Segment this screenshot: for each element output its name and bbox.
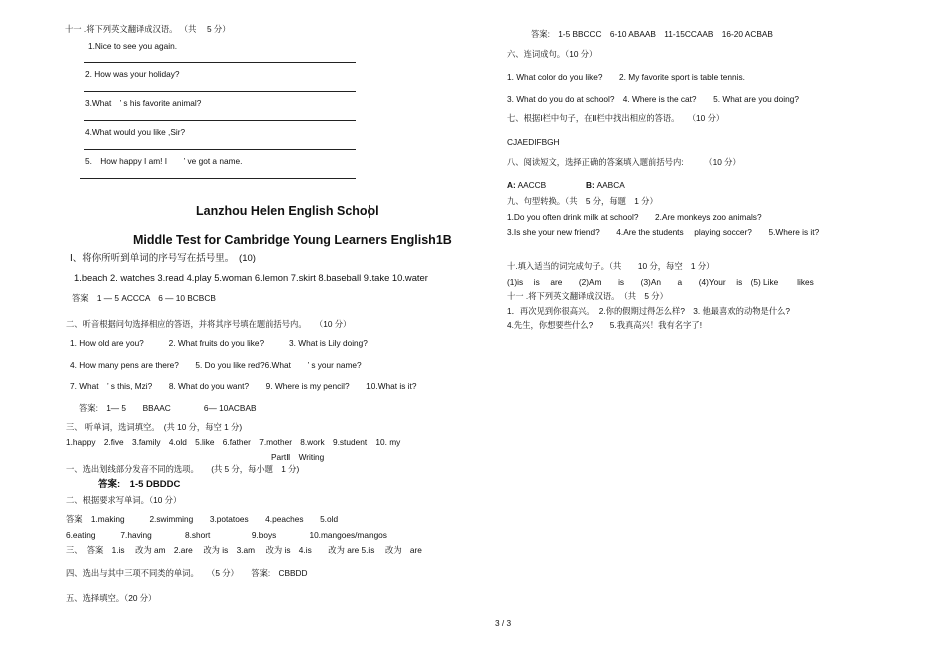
section-11-heading-top: 十一 .将下列英文翻译成汉语。 （共 5 分）	[65, 24, 231, 34]
writing-section-7-heading: 七、根据Ⅰ栏中句子，在Ⅱ栏中找出相应的答语。 （10 分）	[507, 113, 725, 123]
answer-line-2	[84, 91, 356, 92]
writing-section-11-row-2: 4.先生，你想要些什么? 5.我真高兴！我有名字了!	[507, 320, 702, 330]
answer-line-3	[84, 120, 356, 121]
writing-section-10-heading: 十.填入适当的词完成句子。（共 10 分，每空 1 分）	[507, 261, 715, 271]
writing-section-2-heading: 二、根据要求写单词。（10 分）	[66, 495, 182, 505]
translate-q5: 5. How happy I am! I ’ ve got a name.	[85, 156, 243, 166]
writing-section-9-row-1: 1.Do you often drink milk at school? 2.Are monkeys zoo animals?	[507, 212, 762, 222]
writing-section-11-row-1: 1．再次见到你很高兴。 2.你的假期过得怎么样? 3. 他最喜欢的动物是什么?	[507, 306, 791, 316]
writing-section-6-row-1: 1. What color do you like? 2. My favorite sport is table tennis.	[507, 72, 745, 82]
writing-section-1-heading: 一、选出划线部分发音不同的选项。 (共 5 分，每小题 1 分)	[66, 464, 300, 474]
listening-section-1-answer: 答案 1 — 5 ACCCA 6 — 10 BCBCB	[72, 293, 216, 303]
listening-section-2-row-1: 1. How old are you? 2. What fruits do you like? 3. What is Lily doing?	[70, 338, 368, 348]
writing-section-7-answer: CJAEDIFBGH	[507, 137, 560, 147]
writing-section-2-row-2: 6.eating 7.having 8.short 9.boys 10.mangoes/mangos	[66, 530, 387, 540]
listening-section-2-answer: 答案: 1— 5 BBAAC 6— 10ACBAB	[79, 403, 257, 413]
page-number: 3 / 3	[495, 618, 512, 628]
writing-section-8-answer-a: A: AACCB	[507, 180, 547, 190]
writing-section-9-heading: 九、句型转换。（共 5 分，每题 1 分）	[507, 196, 658, 206]
part-2-heading: PartⅡ Writing	[271, 452, 325, 462]
answer-line-5	[80, 178, 356, 179]
writing-section-10-row: (1)is is are (2)Am is (3)An a (4)Your is (5) Like likes	[507, 277, 814, 287]
writing-section-2-row-1: 答案 1.making 2.swimming 3.potatoes 4.peaches 5.old	[66, 514, 339, 524]
writing-section-9-row-2: 3.Is she your new friend? 4.Are the students playing soccer? 5.Where is it?	[507, 227, 820, 237]
writing-section-8-heading: 八、阅读短文，选择正确的答案填入题前括号内: （10 分）	[507, 157, 741, 167]
answer-line-4	[84, 149, 356, 150]
listening-section-3-heading: 三、 听单词，选词填空。 (共 10 分，每空 1 分)	[66, 422, 243, 432]
listening-section-2-row-2: 4. How many pens are there? 5. Do you like red?6.What ’ s your name?	[70, 360, 362, 370]
writing-section-6-heading: 六、连词成句。（10 分）	[507, 49, 598, 59]
writing-section-1-answer: 答案: 1-5 DBDDC	[98, 479, 181, 490]
translate-q1: 1.Nice to see you again.	[88, 41, 178, 51]
writing-section-5-answer: 答案: 1-5 BBCCC 6-10 ABAAB 11-15CCAAB 16-20 ACBAB	[531, 29, 773, 39]
writing-section-6-row-2: 3. What do you do at school? 4. Where is the cat? 5. What are you doing?	[507, 94, 799, 104]
listening-section-3-words: 1.happy 2.five 3.family 4.old 5.like 6.father 7.mother 8.work 9.student 10. my	[66, 437, 401, 447]
translate-q3: 3.What ’ s his favorite animal?	[85, 98, 202, 108]
text-cursor	[369, 205, 370, 218]
listening-section-2-row-3: 7. What ’ s this, Mzi? 8. What do you want? 9. Where is my pencil? 10.What is it?	[70, 381, 417, 391]
writing-section-8-answer-b: B: AABCA	[586, 180, 625, 190]
writing-section-4-row: 四、选出与其中三项不同类的单词。 （5 分） 答案: CBBDD	[66, 568, 308, 578]
test-title: Middle Test for Cambridge Young Learners English1B	[133, 233, 452, 247]
translate-q2: 2. How was your holiday?	[85, 69, 180, 79]
listening-section-2-heading: 二、听音根据问句选择相应的答语，并将其序号填在题前括号内。 （10 分）	[66, 319, 352, 329]
translate-q4: 4.What would you like ,Sir?	[85, 127, 186, 137]
listening-section-1-heading: Ⅰ、将你所听到单词的序号写在括号里。 (10)	[70, 253, 256, 264]
school-title: Lanzhou Helen English School	[196, 204, 379, 218]
writing-section-3-row: 三、 答案 1.is 改为 am 2.are 改为 is 3.am 改为 is 4.is 改为 are 5.is 改为 are	[66, 545, 422, 555]
answer-line-1	[84, 62, 356, 63]
writing-section-5-heading: 五、选择填空。（20 分）	[66, 593, 157, 603]
listening-section-1-words: 1.beach 2. watches 3.read 4.play 5.woman 6.lemon 7.skirt 8.baseball 9.take 10.water	[74, 272, 428, 283]
writing-section-11-heading: 十一 .将下列英文翻译成汉语。 （共 5 分）	[507, 291, 668, 301]
